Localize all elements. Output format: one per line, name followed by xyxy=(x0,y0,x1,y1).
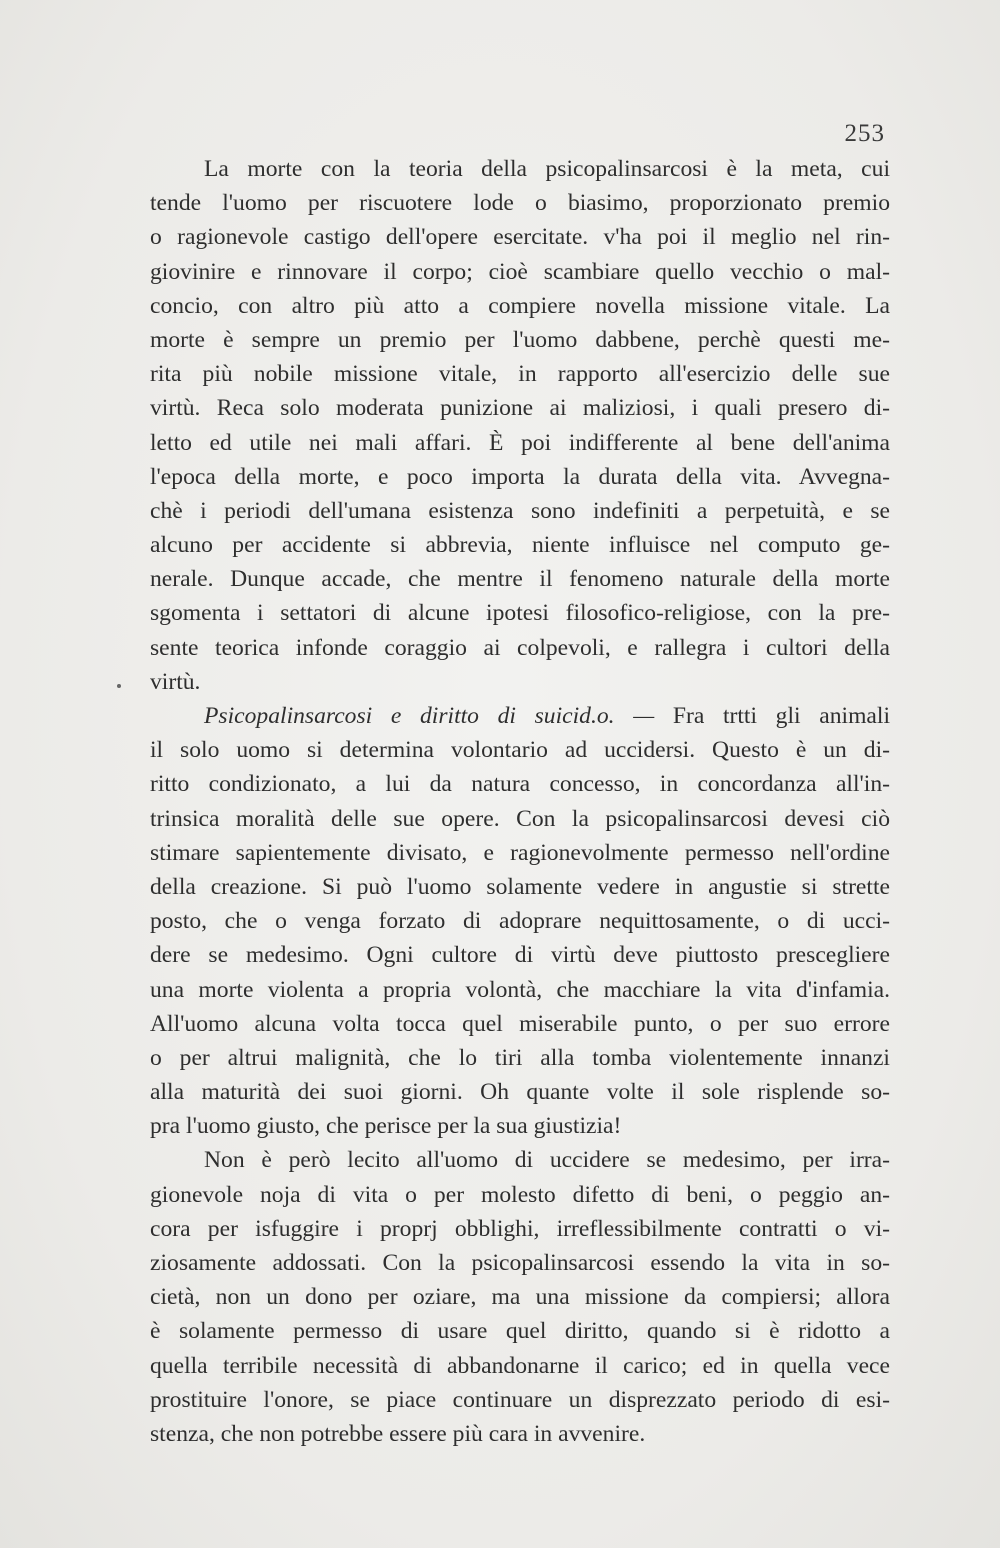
text-line: gionevole noja di vita o per molesto difetto di beni, o peggio an- xyxy=(150,1181,890,1208)
text-line: sgomenta i settatori di alcune ipotesi filosofico-religiose, con la pre- xyxy=(150,600,890,627)
text-line: ritto condizionato, a lui da natura concesso, in concordanza all'in- xyxy=(150,771,890,798)
text-line: è solamente permesso di usare quel diritto, quando si è ridotto a xyxy=(150,1318,890,1345)
text-line: morte è sempre un premio per l'uomo dabbene, perchè questi me- xyxy=(150,326,890,353)
text-line: o ragionevole castigo dell'opere esercitate. v'ha poi il meglio nel rin- xyxy=(150,224,890,251)
text-line: rita più nobile missione vitale, in rapporto all'esercizio delle sue xyxy=(150,361,890,388)
text-line: alla maturità dei suoi giorni. Oh quante volte il sole risplende so- xyxy=(150,1079,890,1106)
text-line: virtù. Reca solo moderata punizione ai maliziosi, i quali presero di- xyxy=(150,395,890,422)
text-line: prostituire l'onore, se piace continuare un disprezzato periodo di esi- xyxy=(150,1386,890,1413)
text-line: della creazione. Si può l'uomo solamente vedere in angustie si strette xyxy=(150,873,890,900)
text-line: chè i periodi dell'umana esistenza sono indefiniti a perpetuità, e se xyxy=(150,497,890,524)
paragraph-2 xyxy=(150,699,890,1143)
body-text xyxy=(150,152,890,1451)
text-line: virtù. xyxy=(150,668,201,695)
text-line: posto, che o venga forzato di adoprare nequittosamente, o di ucci- xyxy=(150,908,890,935)
text-line: sente teorica infonde coraggio ai colpevoli, e rallegra i cultori della xyxy=(150,634,890,661)
text-line: concio, con altro più atto a compiere novella missione vitale. La xyxy=(150,292,890,319)
text-line: stenza, che non potrebbe essere più cara in avvenire. xyxy=(150,1420,646,1447)
margin-mark xyxy=(117,684,121,688)
text-line: una morte violenta a propria volontà, che macchiare la vita d'infamia. xyxy=(150,976,890,1003)
text-line-continuation: Fra trtti gli animali xyxy=(672,703,890,729)
text-line: cietà, non un dono per oziare, ma una missione da compiersi; allora xyxy=(150,1284,890,1311)
text-line: All'uomo alcuna volta tocca quel miserabile punto, o per suo errore xyxy=(150,1010,890,1037)
text-line: l'epoca della morte, e poco importa la durata della vita. Avvegna- xyxy=(150,463,890,490)
text-line: giovinire e rinnovare il corpo; cioè scambiare quello vecchio o mal- xyxy=(150,258,890,285)
text-line: dere se medesimo. Ogni cultore di virtù deve piuttosto prescegliere xyxy=(150,942,890,969)
text-line: quella terribile necessità di abbandonarne il carico; ed in quella vece xyxy=(150,1352,890,1379)
paragraph-1 xyxy=(150,152,890,699)
text-line: stimare sapientemente divisato, e ragionevolmente permesso nell'ordine xyxy=(150,839,890,866)
text-line: nerale. Dunque accade, che mentre il fenomeno naturale della morte xyxy=(150,566,890,593)
text-line: alcuno per accidente si abbrevia, niente influisce nel computo ge- xyxy=(150,532,890,559)
text-line: La morte con la teoria della psicopalinsarcosi è la meta, cui xyxy=(204,156,890,182)
text-line: trinsica moralità delle sue opere. Con la psicopalinsarcosi devesi ciò xyxy=(150,805,890,832)
text-line: Non è però lecito all'uomo di uccidere se medesimo, per irra- xyxy=(204,1147,890,1174)
section-heading: Psicopalinsarcosi e diritto di suicid.o. — xyxy=(204,703,655,729)
text-line: ziosamente addossati. Con la psicopalinsarcosi essendo la vita in so- xyxy=(150,1250,890,1276)
paragraph-3 xyxy=(150,1143,890,1451)
text-line: cora per isfuggire i proprj obblighi, irreflessibilmente contratti o vi- xyxy=(150,1215,890,1242)
text-line: pra l'uomo giusto, che perisce per la sua giustizia! xyxy=(150,1113,622,1140)
text-line: il solo uomo si determina volontario ad uccidersi. Questo è un di- xyxy=(150,737,890,764)
text-line: o per altrui malignità, che lo tiri alla tomba violentemente innanzi xyxy=(150,1044,890,1071)
text-line xyxy=(150,699,890,733)
text-line: tende l'uomo per riscuotere lode o biasimo, proporzionato premio xyxy=(150,190,890,217)
text-line: letto ed utile nei mali affari. È poi indifferente al bene dell'anima xyxy=(150,429,890,456)
page-number: 253 xyxy=(844,120,885,147)
